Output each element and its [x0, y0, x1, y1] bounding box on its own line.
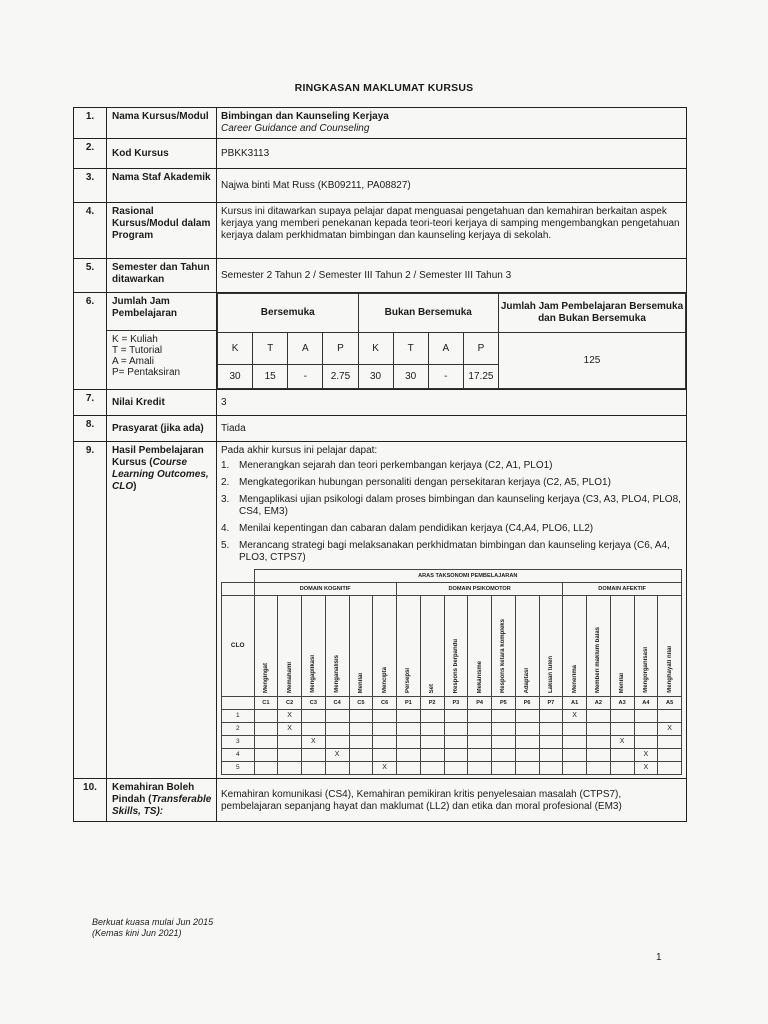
taxonomy-code: C4: [325, 697, 349, 710]
row-learning-outcomes: [74, 442, 687, 779]
row-course-code: [74, 139, 687, 169]
row-label: Rasional Kursus/Modul dalam Program: [107, 203, 217, 259]
row-label: Nilai Kredit: [107, 390, 217, 416]
taxonomy-title: ARAS TAKSONOMI PEMBELAJARAN: [254, 570, 682, 583]
row-number: 6.: [74, 293, 107, 390]
taxonomy-mark: [349, 736, 373, 749]
taxonomy-mark: [302, 723, 326, 736]
taxonomy-mark: [587, 749, 611, 762]
taxonomy-mark: [325, 723, 349, 736]
taxonomy-mark: [610, 723, 634, 736]
taxonomy-mark: [254, 736, 278, 749]
taxonomy-mark: X: [658, 723, 682, 736]
taxonomy-mark: [420, 723, 444, 736]
hours-table-cell: [217, 293, 687, 390]
taxonomy-mark: X: [373, 762, 397, 775]
taxonomy-mark: [515, 710, 539, 723]
clo-number: 2: [222, 723, 255, 736]
list-item: 3. Mengaplikasi ujian psikologi dalam proses bimbingan dan kaunseling kerjaya (C3, A3, PLO4, PLO8, CS4, EM3): [221, 494, 681, 517]
row-label: Jumlah Jam Pembelajaran: [107, 293, 216, 331]
row-label: Prasyarat (jika ada): [107, 416, 217, 442]
taxonomy-code: A1: [563, 697, 587, 710]
taxonomy-level-header: Menerima: [563, 596, 587, 697]
taxonomy-mark: [302, 762, 326, 775]
taxonomy-mark: [610, 710, 634, 723]
taxonomy-level-header: Lakuan tulen: [539, 596, 563, 697]
course-summary-table: [73, 107, 687, 822]
row-value: Tiada: [217, 416, 687, 442]
row-academic-staff: [74, 169, 687, 203]
taxonomy-mark: [420, 762, 444, 775]
page-number: 1: [656, 952, 662, 963]
taxonomy-mark: [420, 749, 444, 762]
taxonomy-mark: [539, 723, 563, 736]
taxonomy-mark: [492, 710, 516, 723]
row-rationale: [74, 203, 687, 259]
taxonomy-mark: [373, 723, 397, 736]
hours-value: 30: [218, 365, 253, 389]
taxonomy-level-header: Menilai: [349, 596, 373, 697]
header-total-hours: Jumlah Jam Pembelajaran Bersemuka dan Bukan Bersemuka: [499, 294, 686, 333]
taxonomy-mark: X: [610, 736, 634, 749]
taxonomy-mark: [563, 736, 587, 749]
table-row: [222, 736, 682, 749]
taxonomy-mark: [610, 762, 634, 775]
table-row: [222, 710, 682, 723]
row-label: Nama Kursus/Modul: [107, 108, 217, 139]
list-item: 4. Menilai kepentingan dan cabaran dalam pendidikan kerjaya (C4,A4, PLO6, LL2): [221, 523, 594, 534]
taxonomy-mark: X: [278, 710, 302, 723]
taxonomy-mark: [278, 762, 302, 775]
row-value: Kursus ini ditawarkan supaya pelajar dapat menguasai pengetahuan dan kemahiran berkaitan aspek kerjaya yang memberi penekanan kepada teori-teori kerjaya di samping mengembangkan pengetahuan kerjaya dalam perkhidmatan bimbingan dan kaunseling kerjaya di sekolah.: [217, 203, 687, 259]
taxonomy-mark: [444, 723, 468, 736]
row-number: 9.: [74, 442, 107, 779]
legend-item: P= Pentaksiran: [112, 367, 181, 378]
taxonomy-code: A3: [610, 697, 634, 710]
row-learning-hours: [74, 293, 687, 390]
taxonomy-level-header: Adaptasi: [515, 596, 539, 697]
taxonomy-mark: [539, 762, 563, 775]
taxonomy-level-header: Mekanisme: [468, 596, 492, 697]
clo-list: [221, 460, 682, 564]
list-item: 1. Menerangkan sejarah dan teori perkembangan kerjaya (C2, A1, PLO1): [221, 460, 553, 471]
taxonomy-code: P6: [515, 697, 539, 710]
taxonomy-mark: [492, 723, 516, 736]
taxonomy-mark: [325, 710, 349, 723]
taxonomy-mark: [539, 749, 563, 762]
hours-value: 2.75: [323, 365, 358, 389]
taxonomy-mark: [515, 762, 539, 775]
taxonomy-mark: [325, 762, 349, 775]
taxonomy-level-header: Respons berpandu: [444, 596, 468, 697]
domain-affective: DOMAIN AFEKTIF: [563, 583, 682, 596]
header-face-to-face: Bersemuka: [218, 294, 359, 333]
clo-number: 5: [222, 762, 255, 775]
taxonomy-mark: [444, 736, 468, 749]
domain-psychomotor: DOMAIN PSIKOMOTOR: [397, 583, 563, 596]
taxonomy-mark: [278, 749, 302, 762]
row-label-cell: [107, 293, 217, 390]
taxonomy-mark: [634, 723, 658, 736]
row-value: [217, 108, 687, 139]
code-cell: T: [253, 333, 288, 365]
taxonomy-level-header: Respons ketara kompleks: [492, 596, 516, 697]
footer-line: Berkuat kuasa mulai Jun 2015: [92, 917, 214, 927]
taxonomy-mark: X: [325, 749, 349, 762]
taxonomy-level-header: Mencipta: [373, 596, 397, 697]
clo-intro: Pada akhir kursus ini pelajar dapat:: [221, 445, 378, 456]
course-name-ms: Bimbingan dan Kaunseling Kerjaya: [221, 111, 389, 122]
taxonomy-mark: [349, 762, 373, 775]
taxonomy-mark: [444, 710, 468, 723]
row-number: 4.: [74, 203, 107, 259]
taxonomy-level-header: Memahami: [278, 596, 302, 697]
taxonomy-mark: [468, 723, 492, 736]
clo-number: 1: [222, 710, 255, 723]
taxonomy-mark: [278, 736, 302, 749]
row-value: 3: [217, 390, 687, 416]
table-row: [222, 749, 682, 762]
taxonomy-level-header: Set: [420, 596, 444, 697]
row-label: [107, 442, 217, 779]
taxonomy-level-header: Mengorganisasi: [634, 596, 658, 697]
taxonomy-mark: [587, 762, 611, 775]
taxonomy-mark: [397, 723, 421, 736]
row-number: 2.: [74, 139, 107, 169]
taxonomy-mark: X: [278, 723, 302, 736]
footer-line: (Kemas kini Jun 2021): [92, 928, 182, 938]
row-number: 5.: [74, 259, 107, 293]
taxonomy-mark: X: [634, 749, 658, 762]
taxonomy-mark: [587, 736, 611, 749]
row-value: Semester 2 Tahun 2 / Semester III Tahun 2 / Semester III Tahun 3: [217, 259, 687, 293]
taxonomy-level-header: Memberi maklum balas: [587, 596, 611, 697]
code-cell: P: [323, 333, 358, 365]
taxonomy-mark: [397, 710, 421, 723]
table-row: [222, 723, 682, 736]
taxonomy-mark: [349, 710, 373, 723]
taxonomy-mark: [492, 762, 516, 775]
taxonomy-mark: [349, 749, 373, 762]
taxonomy-mark: [397, 762, 421, 775]
taxonomy-mark: [397, 736, 421, 749]
taxonomy-mark: [515, 749, 539, 762]
legend-item: K = Kuliah: [112, 334, 158, 345]
taxonomy-mark: [515, 723, 539, 736]
row-course-name: [74, 108, 687, 139]
taxonomy-code: A2: [587, 697, 611, 710]
taxonomy-mark: [254, 723, 278, 736]
label-italic: Course Learning Outcomes, CLO: [112, 457, 209, 492]
taxonomy-mark: [539, 710, 563, 723]
taxonomy-code: P3: [444, 697, 468, 710]
table-row: [222, 762, 682, 775]
header-non-face-to-face: Bukan Bersemuka: [358, 294, 499, 333]
taxonomy-mark: [468, 710, 492, 723]
taxonomy-mark: [563, 723, 587, 736]
taxonomy-mark: [254, 762, 278, 775]
taxonomy-code: P2: [420, 697, 444, 710]
clo-number: 4: [222, 749, 255, 762]
taxonomy-mark: [610, 749, 634, 762]
clo-header: CLO: [222, 596, 255, 697]
taxonomy-mark: [634, 710, 658, 723]
code-cell: P: [463, 333, 498, 365]
taxonomy-mark: [658, 736, 682, 749]
taxonomy-mark: [492, 736, 516, 749]
taxonomy-mark: [563, 749, 587, 762]
taxonomy-mark: [373, 749, 397, 762]
code-cell: A: [428, 333, 463, 365]
taxonomy-level-header: Mengaplikasi: [302, 596, 326, 697]
footer-note: [92, 917, 213, 939]
course-name-en: Career Guidance and Counseling: [221, 123, 370, 134]
row-label: Kod Kursus: [107, 139, 217, 169]
taxonomy-mark: [563, 762, 587, 775]
row-value: Najwa binti Mat Russ (KB09211, PA08827): [217, 169, 687, 203]
total-hours-value: 125: [499, 333, 686, 389]
taxonomy-mark: [587, 723, 611, 736]
taxonomy-mark: [444, 749, 468, 762]
row-number: 1.: [74, 108, 107, 139]
taxonomy-mark: [515, 736, 539, 749]
legend-item: A = Amali: [112, 356, 154, 367]
taxonomy-mark: [302, 749, 326, 762]
taxonomy-code: A5: [658, 697, 682, 710]
taxonomy-level-header: Menganalisis: [325, 596, 349, 697]
taxonomy-level-header: Menilai: [610, 596, 634, 697]
row-value: PBKK3113: [217, 139, 687, 169]
taxonomy-mark: [587, 710, 611, 723]
label-italic: Transferable Skills, TS):: [112, 794, 212, 817]
taxonomy-mark: [302, 710, 326, 723]
clo-number: 3: [222, 736, 255, 749]
hours-value: 17.25: [463, 365, 498, 389]
taxonomy-mark: [468, 749, 492, 762]
taxonomy-mark: [444, 762, 468, 775]
code-cell: A: [288, 333, 323, 365]
code-cell: K: [358, 333, 393, 365]
row-number: 3.: [74, 169, 107, 203]
taxonomy-level-header: Mengingat: [254, 596, 278, 697]
row-semester: [74, 259, 687, 293]
taxonomy-code: A4: [634, 697, 658, 710]
taxonomy-mark: X: [634, 762, 658, 775]
taxonomy-mark: X: [302, 736, 326, 749]
taxonomy-mark: [254, 749, 278, 762]
taxonomy-code: C2: [278, 697, 302, 710]
row-label: [107, 779, 217, 822]
taxonomy-mark: [468, 762, 492, 775]
code-cell: K: [218, 333, 253, 365]
row-number: 7.: [74, 390, 107, 416]
hours-table: [217, 293, 686, 389]
code-cell: T: [393, 333, 428, 365]
taxonomy-mark: [349, 723, 373, 736]
taxonomy-mark: [468, 736, 492, 749]
row-number: 8.: [74, 416, 107, 442]
taxonomy-mark: [492, 749, 516, 762]
row-label: Semester dan Tahun ditawarkan: [107, 259, 217, 293]
row-transferable-skills: [74, 779, 687, 822]
page-title: RINGKASAN MAKLUMAT KURSUS: [294, 82, 474, 94]
label-end: ): [133, 481, 137, 492]
taxonomy-code: C1: [254, 697, 278, 710]
taxonomy-code: P7: [539, 697, 563, 710]
hours-value: -: [288, 365, 323, 389]
row-label: Nama Staf Akademik: [107, 169, 217, 203]
hours-value: 15: [253, 365, 288, 389]
taxonomy-mark: X: [563, 710, 587, 723]
taxonomy-table: [221, 569, 682, 775]
taxonomy-code: P5: [492, 697, 516, 710]
taxonomy-mark: [254, 710, 278, 723]
taxonomy-mark: [397, 749, 421, 762]
taxonomy-code: P1: [397, 697, 421, 710]
taxonomy-mark: [658, 710, 682, 723]
legend-item: T = Tutorial: [112, 345, 163, 356]
taxonomy-level-header: Persepsi: [397, 596, 421, 697]
row-value: Kemahiran komunikasi (CS4), Kemahiran pemikiran kritis penyelesaian masalah (CTPS7), pembelajaran sepanjang hayat dan maklumat (LL2) dan etika dan moral profesional (EM3): [217, 779, 687, 822]
taxonomy-mark: [420, 736, 444, 749]
row-prerequisite: [74, 416, 687, 442]
hours-value: 30: [358, 365, 393, 389]
taxonomy-mark: [634, 736, 658, 749]
row-value: [217, 442, 687, 779]
label-main: Hasil Pembelajaran Kursus (: [112, 445, 204, 468]
row-number: 10.: [74, 779, 107, 822]
taxonomy-mark: [658, 762, 682, 775]
taxonomy-code: C6: [373, 697, 397, 710]
taxonomy-mark: [373, 710, 397, 723]
taxonomy-code: C5: [349, 697, 373, 710]
taxonomy-code: P4: [468, 697, 492, 710]
taxonomy-code: C3: [302, 697, 326, 710]
taxonomy-mark: [325, 736, 349, 749]
taxonomy-mark: [658, 749, 682, 762]
row-credit: [74, 390, 687, 416]
label-main: Kemahiran Boleh Pindah (: [112, 782, 195, 805]
taxonomy-level-header: Menghayati nilai: [658, 596, 682, 697]
hours-value: -: [428, 365, 463, 389]
list-item: 5. Merancang strategi bagi melaksanakan perkhidmatan bimbingan dan kaunseling kerjaya (C6, A4, PLO3, CTPS7): [221, 540, 670, 563]
taxonomy-mark: [373, 736, 397, 749]
list-item: 2. Mengkategorikan hubungan personaliti dengan persekitaran kerjaya (C2, A5, PLO1): [221, 477, 611, 488]
taxonomy-mark: [539, 736, 563, 749]
taxonomy-mark: [420, 710, 444, 723]
hours-legend: [107, 331, 216, 381]
hours-value: 30: [393, 365, 428, 389]
domain-cognitive: DOMAIN KOGNITIF: [254, 583, 397, 596]
